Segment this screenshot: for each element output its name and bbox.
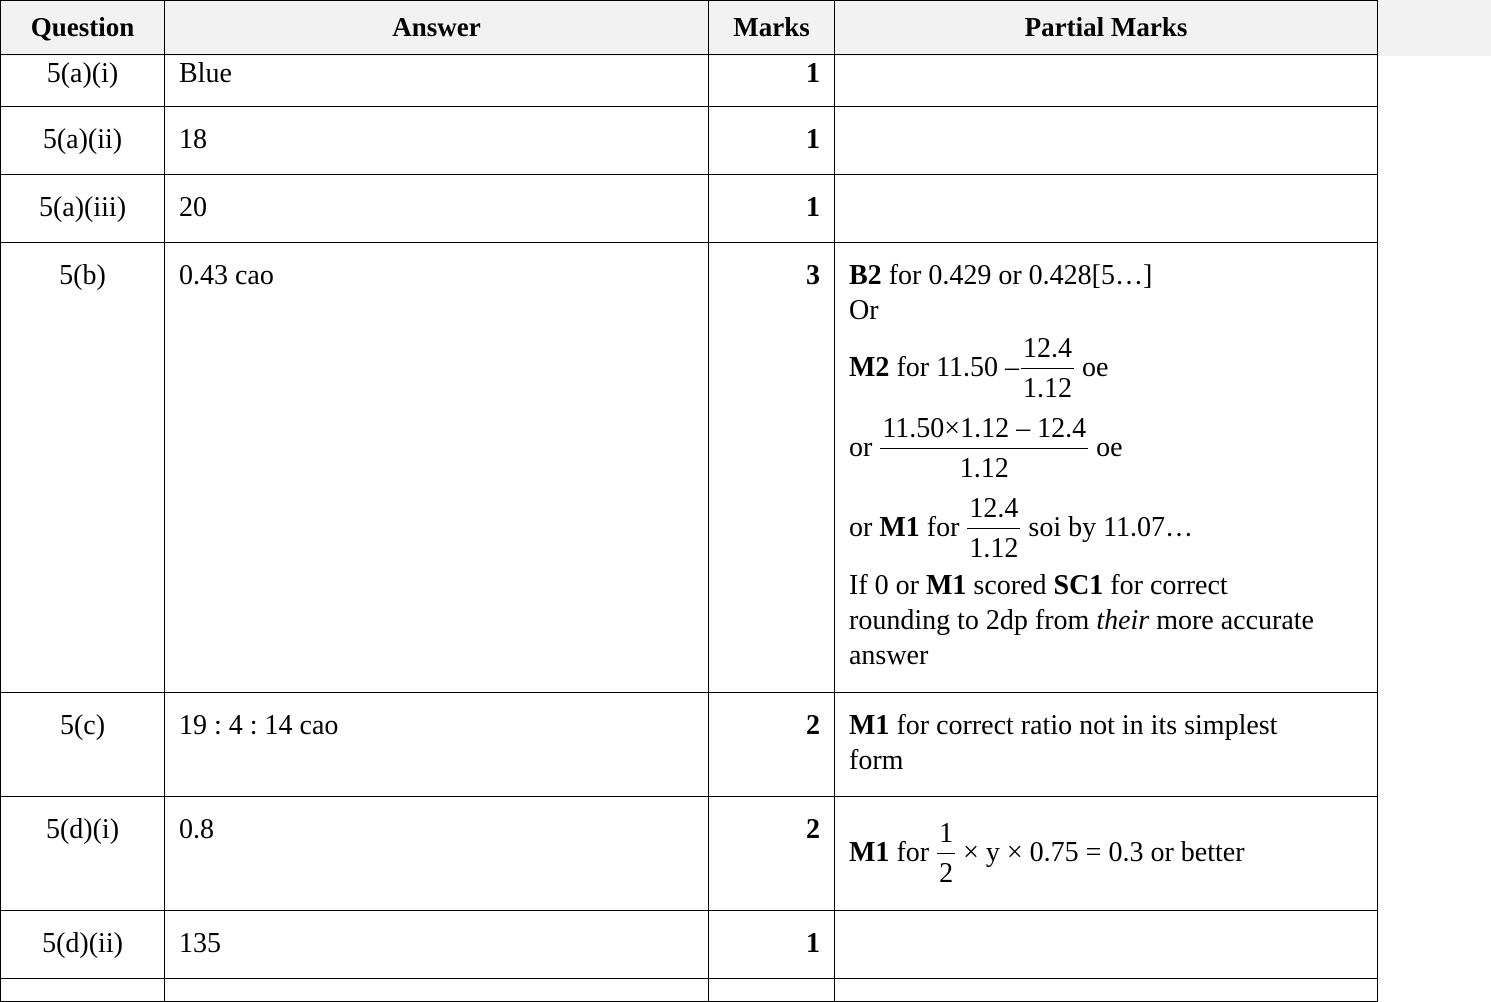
marks-cell: 2 [709,797,835,911]
partial-marks-cell [835,797,1378,911]
answer-cell: 0.43 cao [165,243,709,693]
question-cell: 5(c) [1,693,165,797]
partial-marks-cell [835,911,1378,979]
fraction: $\frac{12.4}{1.12}$ [1021,330,1074,409]
partial-sc1-line: If 0 or M1 scored SC1 for correct [849,570,1228,601]
partial-marks-cell [835,693,1378,797]
fraction: $\frac{12.4}{1.12}$ [967,490,1020,569]
header-partial-marks: Partial Marks [835,1,1378,55]
table-row [1,243,1378,693]
answer-cell: 18 [165,107,709,175]
partial-or-line: Or [849,295,879,326]
answer-cell: 19 : 4 : 14 cao [165,693,709,797]
header-question: Question [1,1,165,55]
question-cell: 5(d)(ii) [1,911,165,979]
partial-marks-cell [835,979,1378,1002]
question-cell: 5(d)(i) [1,797,165,911]
partial-marks-cell [835,243,1378,693]
answer-cell: 0.8 [165,797,709,911]
marks-cell: 1 [709,55,835,107]
partial-marks-cell [835,107,1378,175]
table-row [1,797,1378,911]
partial-marks-cell [835,175,1378,243]
partial-sc1-line-2: rounding to 2dp from their more accurate [849,605,1314,636]
answer-cell [165,979,709,1002]
header-row [1,1,1378,55]
partial-m1-line: or M1 for $\frac{12.4}{1.12}$ soi by 11.07… [849,488,1363,568]
question-cell: 5(a)(i) [1,55,165,107]
answer-cell: 135 [165,911,709,979]
answer-cell: 20 [165,175,709,243]
partial-c-line-2: form [849,745,904,776]
marks-cell: 1 [709,911,835,979]
question-cell: 5(a)(ii) [1,107,165,175]
header-marks: Marks [709,1,835,55]
table-row [1,175,1378,243]
question-cell: 5(a)(iii) [1,175,165,243]
marks-cell: 1 [709,175,835,243]
marks-cell: 1 [709,107,835,175]
marks-cell: 3 [709,243,835,693]
table-row [1,911,1378,979]
table-row [1,979,1378,1002]
partial-m2-line: M2 for 11.50 – $\frac{12.4}{1.12}$ oe [849,328,1363,408]
partial-marks-cell [835,55,1378,107]
partial-d-i-line: M1 for $\frac{1}{2}$ × y × 0.75 = 0.3 or better [849,813,1363,893]
fraction: $\frac{1}{2}$ [937,815,955,894]
table-row [1,107,1378,175]
marks-cell [709,979,835,1002]
question-cell [1,979,165,1002]
answer-cell: Blue [165,55,709,107]
marks-cell: 2 [709,693,835,797]
partial-c-line: M1 for correct ratio not in its simplest [849,710,1278,741]
table-row [1,55,1378,107]
table-row [1,693,1378,797]
header-answer: Answer [165,1,709,55]
partial-sc1-line-3: answer [849,640,929,671]
partial-b2-line: B2 for 0.429 or 0.428[5…] [849,260,1153,291]
fraction: $\frac{11.50\times 1.12 - 12.4}{1.12}$ [880,410,1088,489]
question-cell: 5(b) [1,243,165,693]
partial-alt-line: or $\frac{11.50\times 1.12 - 12.4}{1.12}$ oe [849,408,1363,488]
